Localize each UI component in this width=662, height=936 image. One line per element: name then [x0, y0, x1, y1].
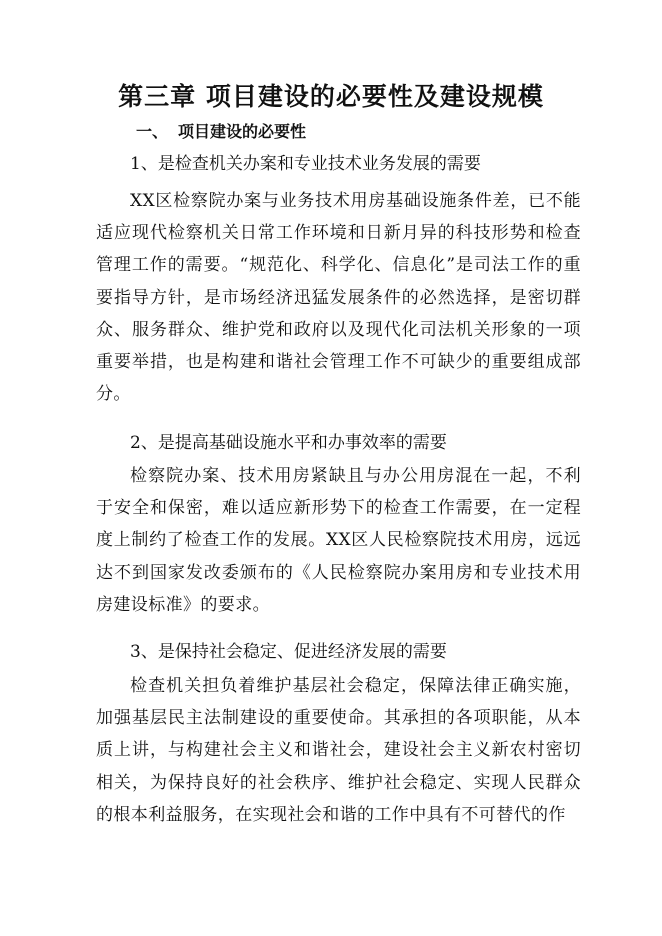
section-number: 一、	[136, 122, 169, 141]
subsection-paragraph-3: 检查机关担负着维护基层社会稳定，保障法律正确实施，加强基层民主法制建设的重要使命。其承担的各项职能，从本质上讲，与构建社会主义和谐社会，建设社会主义新农村密切相关，为保持良好的社会秩序、维护社会稳定、实现人民群众的根本利益服务，在实现社会和谐的工作中具有不可替代的作	[96, 676, 581, 825]
subsection-heading-3: 3、是保持社会稳定、促进经济发展的需要	[130, 642, 447, 662]
subsection-paragraph-2: 检察院办案、技术用房紧缺且与办公用房混在一起，不利于安全和保密，难以适应新形势下的检查工作需要，在一定程度上制约了检查工作的发展。XX区人民检察院技术用房，远远达不到国家发改委颁布的《人民检察院办案用房和专业技术用房建设标准》的要求。	[96, 466, 581, 615]
chapter-title: 第三章 项目建设的必要性及建设规模	[118, 82, 544, 111]
section-heading	[136, 121, 306, 143]
subsection-heading-2: 2、是提高基础设施水平和办事效率的需要	[130, 433, 447, 453]
subsection-heading-1: 1、是检查机关办案和专业技术业务发展的需要	[130, 154, 481, 174]
section-title: 项目建设的必要性	[178, 122, 307, 141]
subsection-paragraph-1: XX区检察院办案与业务技术用房基础设施条件差，已不能适应现代检察机关日常工作环境和日新月异的科技形势和检查管理工作的需要。“规范化、科学化、信息化”是司法工作的重要指导方针，是市场经济迅猛发展条件的必然选择，是密切群众、服务群众、维护党和政府以及现代化司法机关形象的一项重要举措，也是构建和谐社会管理工作不可缺少的重要组成部分。	[96, 191, 581, 405]
